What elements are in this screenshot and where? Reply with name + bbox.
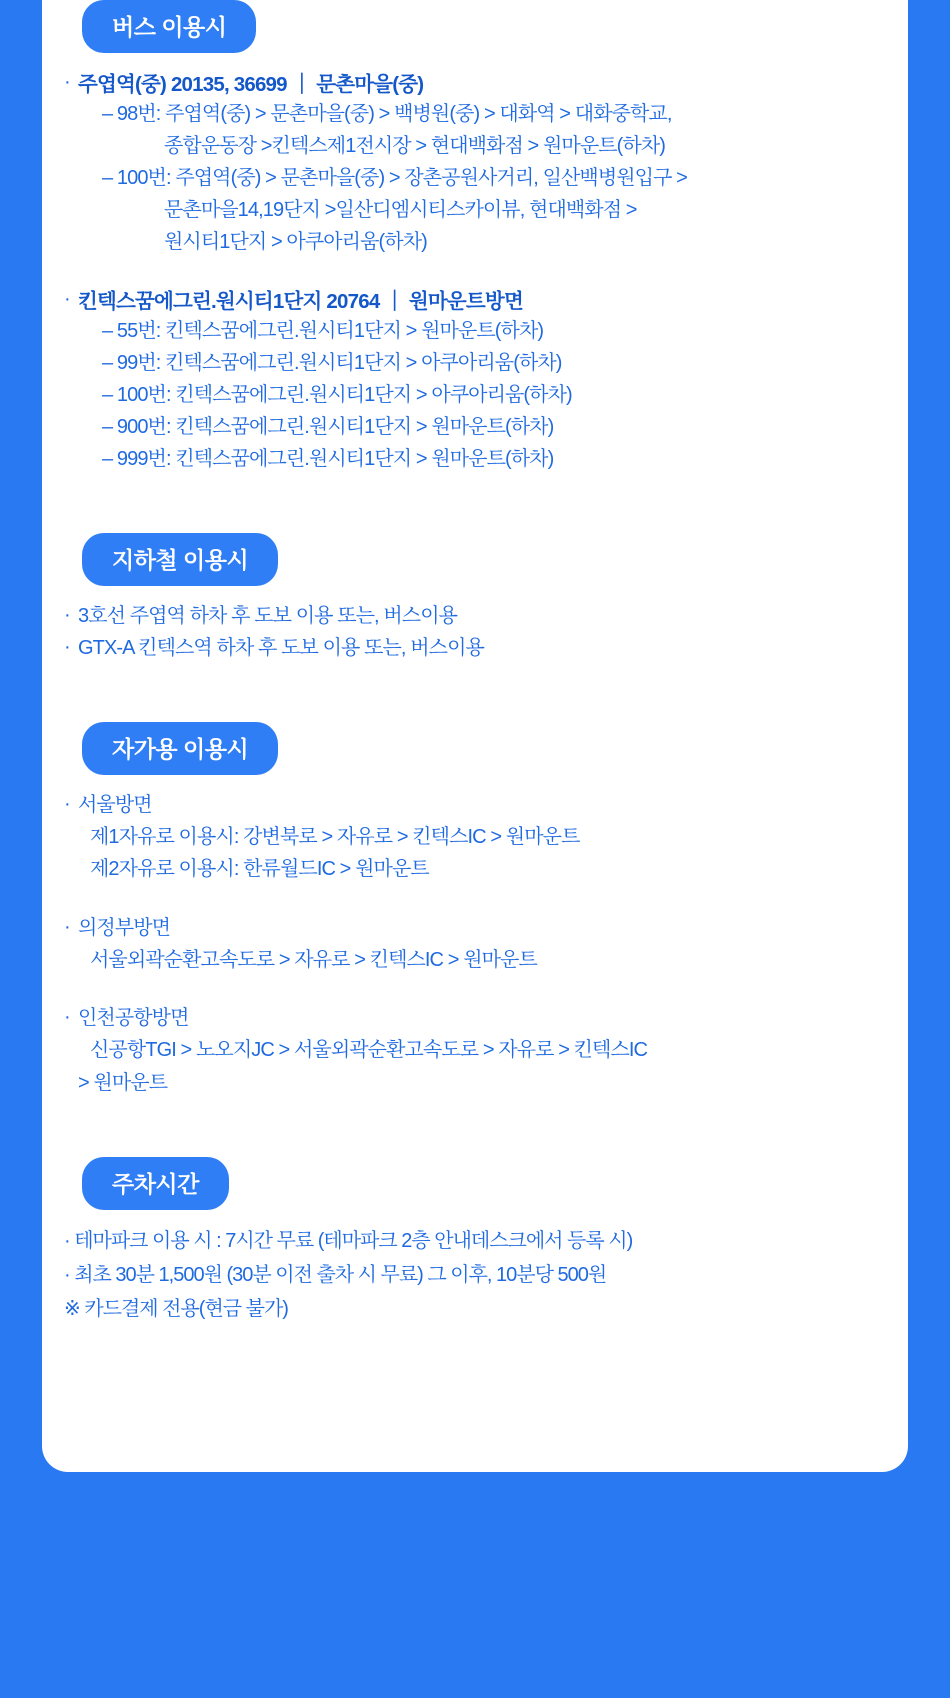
bus-route [82,98,878,162]
section-title-parking: 주차시간 [82,1157,229,1210]
subway-line-row [64,632,878,664]
car-block-label: 인천공항방면 [78,1007,189,1030]
parking-line: ※ 카드결제 전용(현금 불가) [64,1297,288,1320]
bus-route-no: – 98번: [102,103,161,125]
bus-route-line3: 원시티1단지 > 아쿠아리움(하차) [164,231,427,253]
parking-line: · 최초 30분 1,500원 (30분 이전 출차 시 무료) 그 이후, 10분당 500원 [64,1263,607,1286]
bus-route [82,379,878,411]
bus-route [82,315,878,347]
bus-route-text [102,347,562,379]
bus-route-text [102,443,553,475]
section-subway [64,533,878,664]
bus-route-no: – 999번: [102,448,171,470]
parking-line: · 테마파크 이용 시 : 7시간 무료 (테마파크 2층 안내데스크에서 등록 시) [64,1229,633,1252]
bus-route-line2: 종합운동장 >킨텍스제1전시장 > 현대백화점 > 원마운트(하차) [164,135,666,157]
section-car [64,722,878,1099]
car-block [64,1002,878,1099]
car-block-label-row [64,789,878,821]
bus-route-text [102,411,553,443]
card-inner [42,0,908,1472]
bus-route-no: – 900번: [102,416,171,438]
car-route-line: > 원마운트 [78,1071,168,1094]
car-route-line: 신공항TGI > 노오지JC > 서울외곽순환고속도로 > 자유로 > 킨텍스IC [90,1039,648,1062]
bus-group-heading: 주엽역(중) 20135, 36699 ｜ 문촌마을(중) [78,73,424,96]
bullet-dot-icon: · [64,1006,71,1029]
bus-route-line2: 문촌마을14,19단지 >일산디엠시티스카이뷰, 현대백화점 > [164,199,637,221]
section-bus [64,0,878,475]
section-title-car: 자가용 이용시 [82,722,278,775]
bus-route-text [102,98,672,162]
bus-route-line1: 킨텍스꿈에그린.원시티1단지 > 아쿠아리움(하차) [175,384,572,406]
bus-group [64,284,878,475]
section-title-bus: 버스 이용시 [82,0,256,53]
car-block-label: 서울방면 [78,794,152,816]
subway-line: 3호선 주엽역 하차 후 도보 이용 또는, 버스이용 [78,605,458,627]
bus-route-text [102,315,543,347]
bullet-dot-icon: · [64,793,71,815]
bullet-dot-icon: · [64,288,71,310]
bullet-dot-icon: · [64,915,71,938]
bus-route-line1: 킨텍스꿈에그린.원시티1단지 > 아쿠아리움(하차) [165,352,562,374]
car-route-line: 서울외곽순환고속도로 > 자유로 > 킨텍스IC > 원마운트 [90,948,537,971]
car-block-label: 의정부방면 [78,916,171,939]
bus-route-text [102,162,687,258]
bullet-dot-icon: · [64,636,71,658]
bus-route-line1: 킨텍스꿈에그린.원시티1단지 > 원마운트(하차) [175,416,554,438]
section-parking [64,1157,878,1326]
bus-route [82,443,878,475]
car-block-label-row [64,912,878,944]
info-card [42,0,908,1472]
bullet-dot-icon: · [64,71,71,93]
bullet-dot-icon: · [64,604,71,626]
bus-route-no: – 55번: [102,320,161,342]
bus-route [82,411,878,443]
bus-route-no: – 100번: [102,167,171,189]
bus-group-heading-row [64,284,878,315]
car-block-label-row [64,1002,878,1034]
subway-line-row [64,600,878,632]
car-route-line: 제1자유로 이용시: 강변북로 > 자유로 > 킨텍스IC > 원마운트 [90,826,580,848]
bus-route [82,347,878,379]
bus-group [64,67,878,258]
bus-route-text [102,379,572,411]
bus-group-heading-row [64,67,878,98]
car-block [64,912,878,976]
car-block [64,789,878,886]
bus-route-line1: 킨텍스꿈에그린.원시티1단지 > 원마운트(하차) [165,320,544,342]
bus-route-line1: 주엽역(중) > 문촌마을(중) > 장촌공원사거리, 일산백병원입구 > [175,167,687,189]
bus-group-heading: 킨텍스꿈에그린.원시티1단지 20764 ｜ 원마운트방면 [78,290,523,313]
bus-route-line1: 주엽역(중) > 문촌마을(중) > 백병원(중) > 대화역 > 대화중학교, [165,103,672,125]
bus-route-no: – 99번: [102,352,161,374]
car-route-line: 제2자유로 이용시: 한류월드IC > 원마운트 [90,858,429,881]
bus-route-line1: 킨텍스꿈에그린.원시티1단지 > 원마운트(하차) [175,448,554,470]
bus-route-no: – 100번: [102,384,171,406]
section-title-subway: 지하철 이용시 [82,533,278,586]
bus-route [82,162,878,258]
subway-line: GTX-A 킨텍스역 하차 후 도보 이용 또는, 버스이용 [78,637,484,659]
